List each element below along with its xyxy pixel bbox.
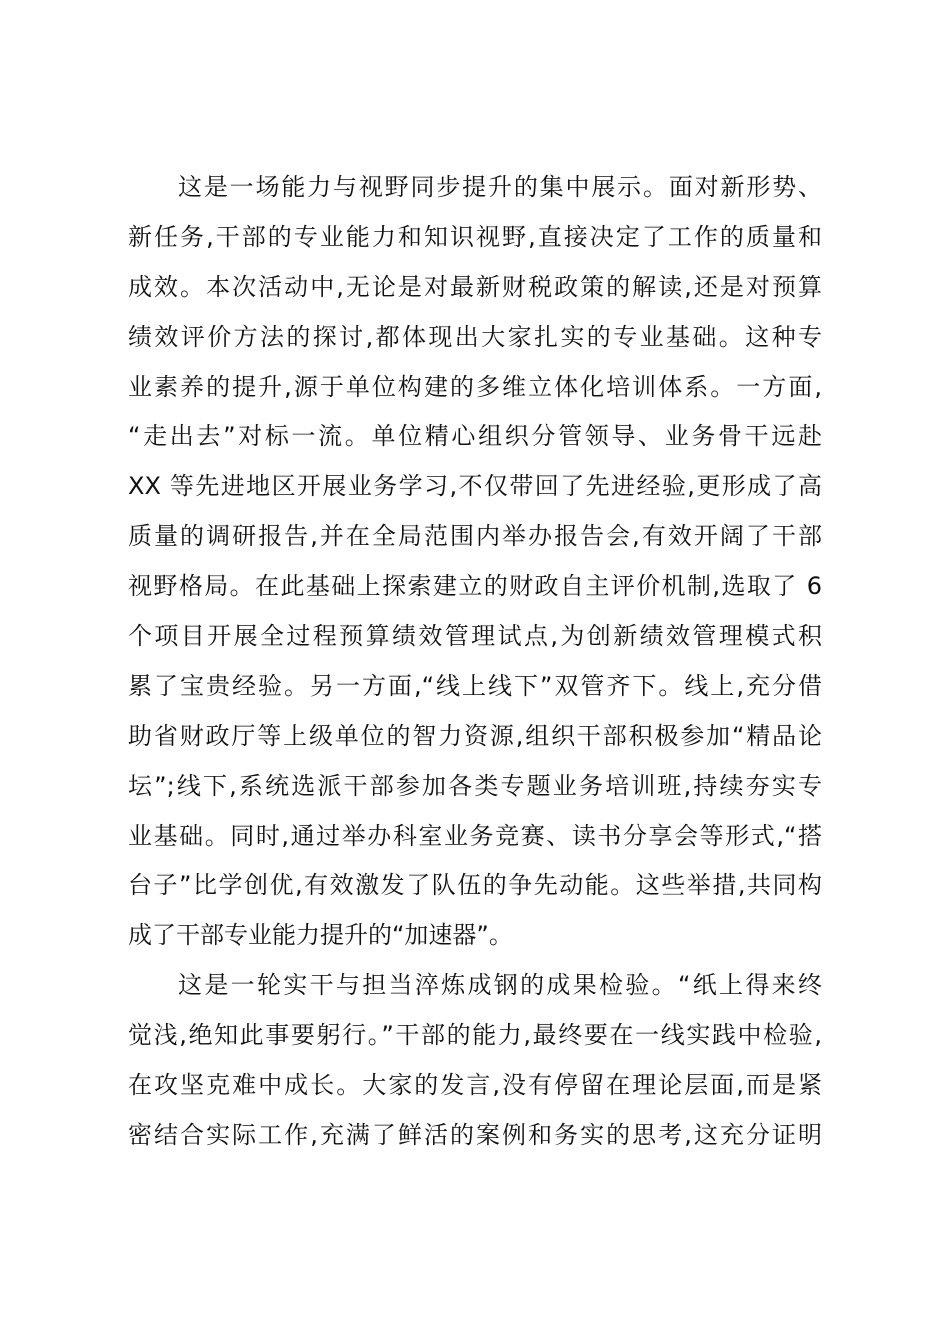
text-line: 密结合实际工作,充满了鲜活的案例和务实的思考,这充分证明 <box>128 1120 822 1149</box>
paragraph <box>128 170 822 968</box>
text-line: 绩效评价方法的探讨,都体现出大家扎实的专业基础。这种专 <box>128 322 822 351</box>
paragraph <box>128 968 822 1168</box>
text-line: 台子”比学创优,有效激发了队伍的争先动能。这些举措,共同构 <box>128 871 822 900</box>
text-line: 视野格局。在此基础上探索建立的财政自主评价机制,选取了 6 <box>128 572 822 601</box>
text-line: 这是一轮实干与担当淬炼成钢的成果检验。“纸上得来终 <box>178 971 822 1000</box>
text-line: 新任务,干部的专业能力和知识视野,直接决定了工作的质量和 <box>128 222 822 251</box>
text-line: 质量的调研报告,并在全局范围内举办报告会,有效开阔了干部 <box>128 522 822 551</box>
text-line: XX 等先进地区开展业务学习,不仅带回了先进经验,更形成了高 <box>128 472 822 501</box>
text-line: 累了宝贵经验。另一方面,“线上线下”双管齐下。线上,充分借 <box>128 671 822 700</box>
text-line: 成了干部专业能力提升的“加速器”。 <box>128 921 513 950</box>
text-line: “走出去”对标一流。单位精心组织分管领导、业务骨干远赴 <box>128 422 822 451</box>
document-page <box>128 170 822 1168</box>
text-line: 成效。本次活动中,无论是对最新财税政策的解读,还是对预算 <box>128 272 822 301</box>
text-line: 这是一场能力与视野同步提升的集中展示。面对新形势、 <box>178 173 822 201</box>
text-line: 坛”;线下,系统选派干部参加各类专题业务培训班,持续夯实专 <box>128 771 822 800</box>
text-line: 业基础。同时,通过举办科室业务竞赛、读书分享会等形式,“搭 <box>128 821 822 850</box>
text-line: 觉浅,绝知此事要躬行。”干部的能力,最终要在一线实践中检验, <box>128 1021 822 1050</box>
text-line: 在攻坚克难中成长。大家的发言,没有停留在理论层面,而是紧 <box>128 1071 822 1100</box>
text-line: 个项目开展全过程预算绩效管理试点,为创新绩效管理模式积 <box>128 622 822 651</box>
text-line: 业素养的提升,源于单位构建的多维立体化培训体系。一方面, <box>128 372 822 401</box>
text-line: 助省财政厅等上级单位的智力资源,组织干部积极参加“精品论 <box>128 721 822 750</box>
